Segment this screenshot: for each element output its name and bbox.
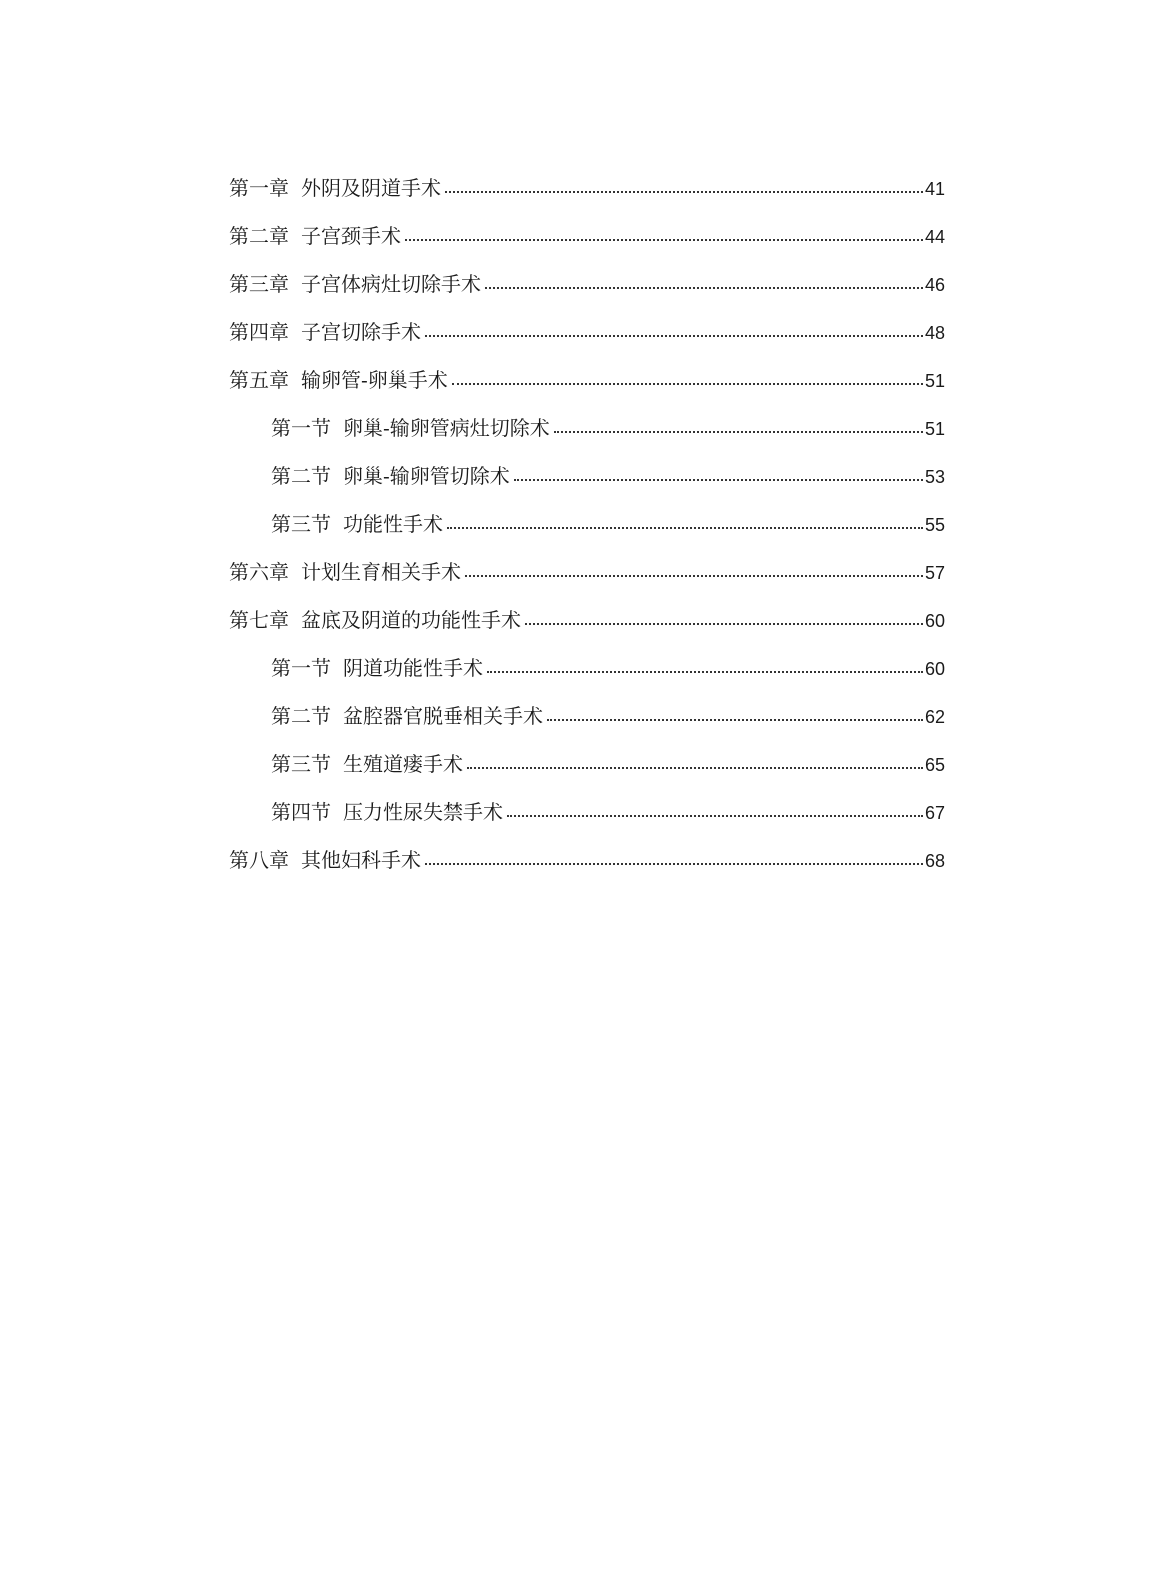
toc-dot-leader (452, 382, 923, 385)
toc-chapter-entry[interactable] (229, 150, 945, 198)
toc-section-entry[interactable] (229, 486, 945, 534)
toc-entry-number: 第四节 (271, 800, 331, 824)
toc-section-entry[interactable] (229, 726, 945, 774)
toc-dot-leader (447, 526, 923, 529)
toc-entry-text: 盆腔器官脱垂相关手术 (343, 704, 543, 728)
toc-page-number: 55 (924, 515, 945, 535)
toc-entry-text: 功能性手术 (343, 512, 443, 536)
toc-entry-number: 第五章 (229, 368, 289, 392)
toc-section-entry[interactable] (229, 774, 945, 822)
toc-entry-number: 第六章 (229, 560, 289, 584)
toc-entry-title (229, 562, 461, 582)
toc-entry-number: 第七章 (229, 608, 289, 632)
toc-page-number: 60 (924, 659, 945, 679)
toc-dot-leader (514, 478, 923, 481)
toc-entry-number: 第四章 (229, 320, 289, 344)
toc-page-number: 51 (924, 419, 945, 439)
toc-entry-title (229, 274, 481, 294)
toc-page-number: 62 (924, 707, 945, 727)
toc-entry-text: 卵巢-输卵管病灶切除术 (343, 416, 550, 440)
toc-chapter-entry[interactable] (229, 822, 945, 870)
toc-dot-leader (554, 430, 923, 433)
toc-entry-number: 第一节 (271, 656, 331, 680)
toc-entry-title (271, 754, 463, 774)
toc-entry-text: 子宫切除手术 (301, 320, 421, 344)
toc-chapter-entry[interactable] (229, 294, 945, 342)
toc-entry-title (271, 802, 503, 822)
toc-entry-title (229, 178, 441, 198)
toc-entry-title (271, 706, 543, 726)
toc-entry-text: 卵巢-输卵管切除术 (343, 464, 510, 488)
toc-page-number: 44 (924, 227, 945, 247)
toc-section-entry[interactable] (229, 438, 945, 486)
toc-entry-text: 生殖道瘘手术 (343, 752, 463, 776)
toc-section-entry[interactable] (229, 630, 945, 678)
toc-dot-leader (547, 718, 923, 721)
toc-entry-title (229, 850, 421, 870)
toc-dot-leader (487, 670, 923, 673)
toc-dot-leader (425, 862, 923, 865)
toc-entry-text: 其他妇科手术 (301, 848, 421, 872)
toc-chapter-entry[interactable] (229, 534, 945, 582)
toc-entry-text: 子宫颈手术 (301, 224, 401, 248)
toc-entry-text: 输卵管-卵巢手术 (301, 368, 448, 392)
toc-entry-text: 盆底及阴道的功能性手术 (301, 608, 521, 632)
toc-page-number: 48 (924, 323, 945, 343)
toc-section-entry[interactable] (229, 678, 945, 726)
toc-entry-text: 外阴及阴道手术 (301, 176, 441, 200)
toc-dot-leader (507, 814, 923, 817)
toc-entry-number: 第一节 (271, 416, 331, 440)
toc-page-number: 57 (924, 563, 945, 583)
toc-chapter-entry[interactable] (229, 246, 945, 294)
toc-entry-text: 计划生育相关手术 (301, 560, 461, 584)
toc-entry-number: 第三节 (271, 752, 331, 776)
toc-page-number: 53 (924, 467, 945, 487)
toc-entry-number: 第二章 (229, 224, 289, 248)
toc-page-number: 68 (924, 851, 945, 871)
toc-page-number: 41 (924, 179, 945, 199)
toc-page-number: 46 (924, 275, 945, 295)
toc-dot-leader (485, 286, 923, 289)
toc-dot-leader (467, 766, 923, 769)
toc-entry-number: 第八章 (229, 848, 289, 872)
toc-entry-title (271, 658, 483, 678)
toc-entry-text: 压力性尿失禁手术 (343, 800, 503, 824)
toc-chapter-entry[interactable] (229, 198, 945, 246)
toc-entry-text: 子宫体病灶切除手术 (301, 272, 481, 296)
toc-chapter-entry[interactable] (229, 582, 945, 630)
toc-entry-number: 第三节 (271, 512, 331, 536)
toc-page-number: 60 (924, 611, 945, 631)
toc-entry-number: 第三章 (229, 272, 289, 296)
toc-entry-title (229, 370, 448, 390)
toc-dot-leader (425, 334, 923, 337)
toc-dot-leader (465, 574, 923, 577)
toc-entry-text: 阴道功能性手术 (343, 656, 483, 680)
toc-entry-title (229, 322, 421, 342)
toc-entry-title (229, 610, 521, 630)
toc-chapter-entry[interactable] (229, 342, 945, 390)
toc-dot-leader (445, 190, 923, 193)
toc-entry-title (271, 418, 550, 438)
toc-entry-number: 第一章 (229, 176, 289, 200)
toc-dot-leader (525, 622, 923, 625)
toc-dot-leader (405, 238, 923, 241)
toc-entry-number: 第二节 (271, 464, 331, 488)
table-of-contents (229, 150, 945, 870)
toc-entry-title (271, 514, 443, 534)
toc-entry-title (271, 466, 510, 486)
toc-page-number: 65 (924, 755, 945, 775)
toc-entry-title (229, 226, 401, 246)
toc-page-number: 51 (924, 371, 945, 391)
toc-page-number: 67 (924, 803, 945, 823)
toc-section-entry[interactable] (229, 390, 945, 438)
toc-entry-number: 第二节 (271, 704, 331, 728)
